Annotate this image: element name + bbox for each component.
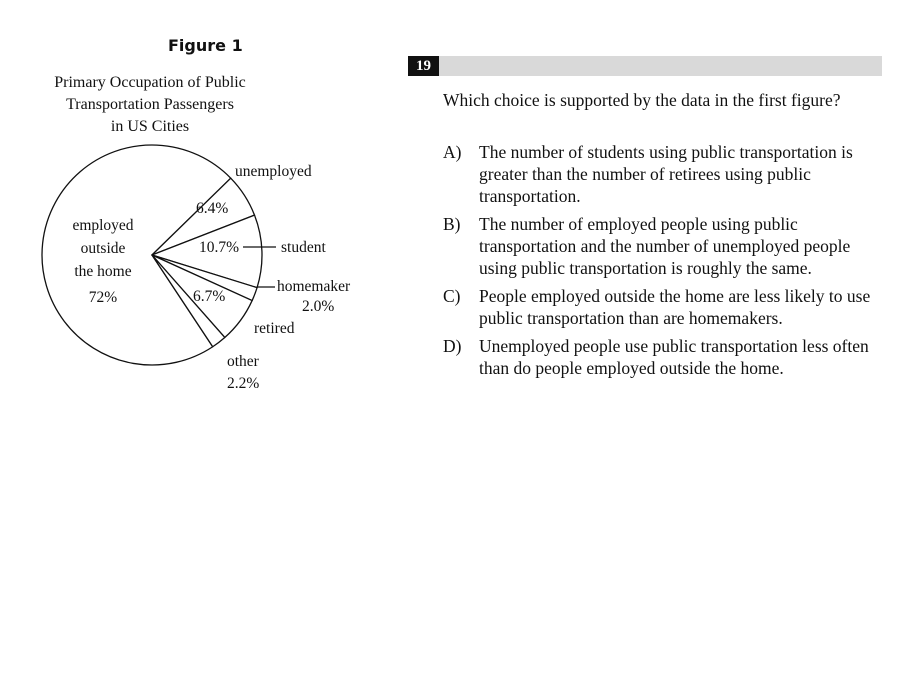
label-employed-value: 72% (88, 289, 118, 306)
label-employed-line-1: employed (72, 217, 134, 234)
label-other: other (227, 353, 259, 370)
chart-title-line-2: Transportation Passengers (66, 96, 234, 113)
choice-a[interactable] (443, 141, 883, 207)
choice-a-text: The number of students using public transportation is greater than the number of retirees using public transportation. (479, 142, 853, 206)
choice-d-letter: D) (443, 336, 462, 356)
label-homemaker: homemaker (277, 278, 351, 295)
label-unemployed: unemployed (235, 163, 312, 180)
choice-c-letter: C) (443, 286, 461, 306)
label-other-value: 2.2% (227, 375, 260, 392)
label-employed-line-3: the home (74, 263, 132, 280)
answer-choices (443, 141, 883, 385)
choice-b-text: The number of employed people using public transportation and the number of unemployed people using public transportation is roughly the same. (479, 214, 851, 278)
choice-b[interactable] (443, 213, 883, 279)
label-unemployed-value: 6.4% (196, 200, 229, 217)
label-student: student (281, 239, 326, 256)
figure-label: Figure 1 (168, 36, 243, 55)
chart-title (30, 72, 270, 138)
choice-c-text: People employed outside the home are less likely to use public transportation than are homemakers. (479, 286, 871, 328)
label-homemaker-value: 2.0% (302, 298, 335, 315)
chart-title-line-3: in US Cities (110, 118, 190, 135)
label-retired-value: 6.7% (193, 288, 226, 305)
choice-d[interactable] (443, 335, 883, 379)
label-employed-line-2: outside (80, 240, 126, 257)
label-retired: retired (254, 320, 295, 337)
choice-c[interactable] (443, 285, 883, 329)
choice-d-text: Unemployed people use public transportation less often than do people employed outside the home. (479, 336, 869, 378)
question-number: 19 (408, 56, 439, 76)
chart-title-line-1: Primary Occupation of Public (54, 74, 246, 91)
pie-chart (0, 150, 380, 420)
question-header-bar (439, 56, 882, 76)
choice-a-letter: A) (443, 142, 462, 162)
choice-b-letter: B) (443, 214, 461, 234)
question-stem: Which choice is supported by the data in the first figure? (443, 90, 841, 110)
label-student-value: 10.7% (199, 239, 240, 256)
